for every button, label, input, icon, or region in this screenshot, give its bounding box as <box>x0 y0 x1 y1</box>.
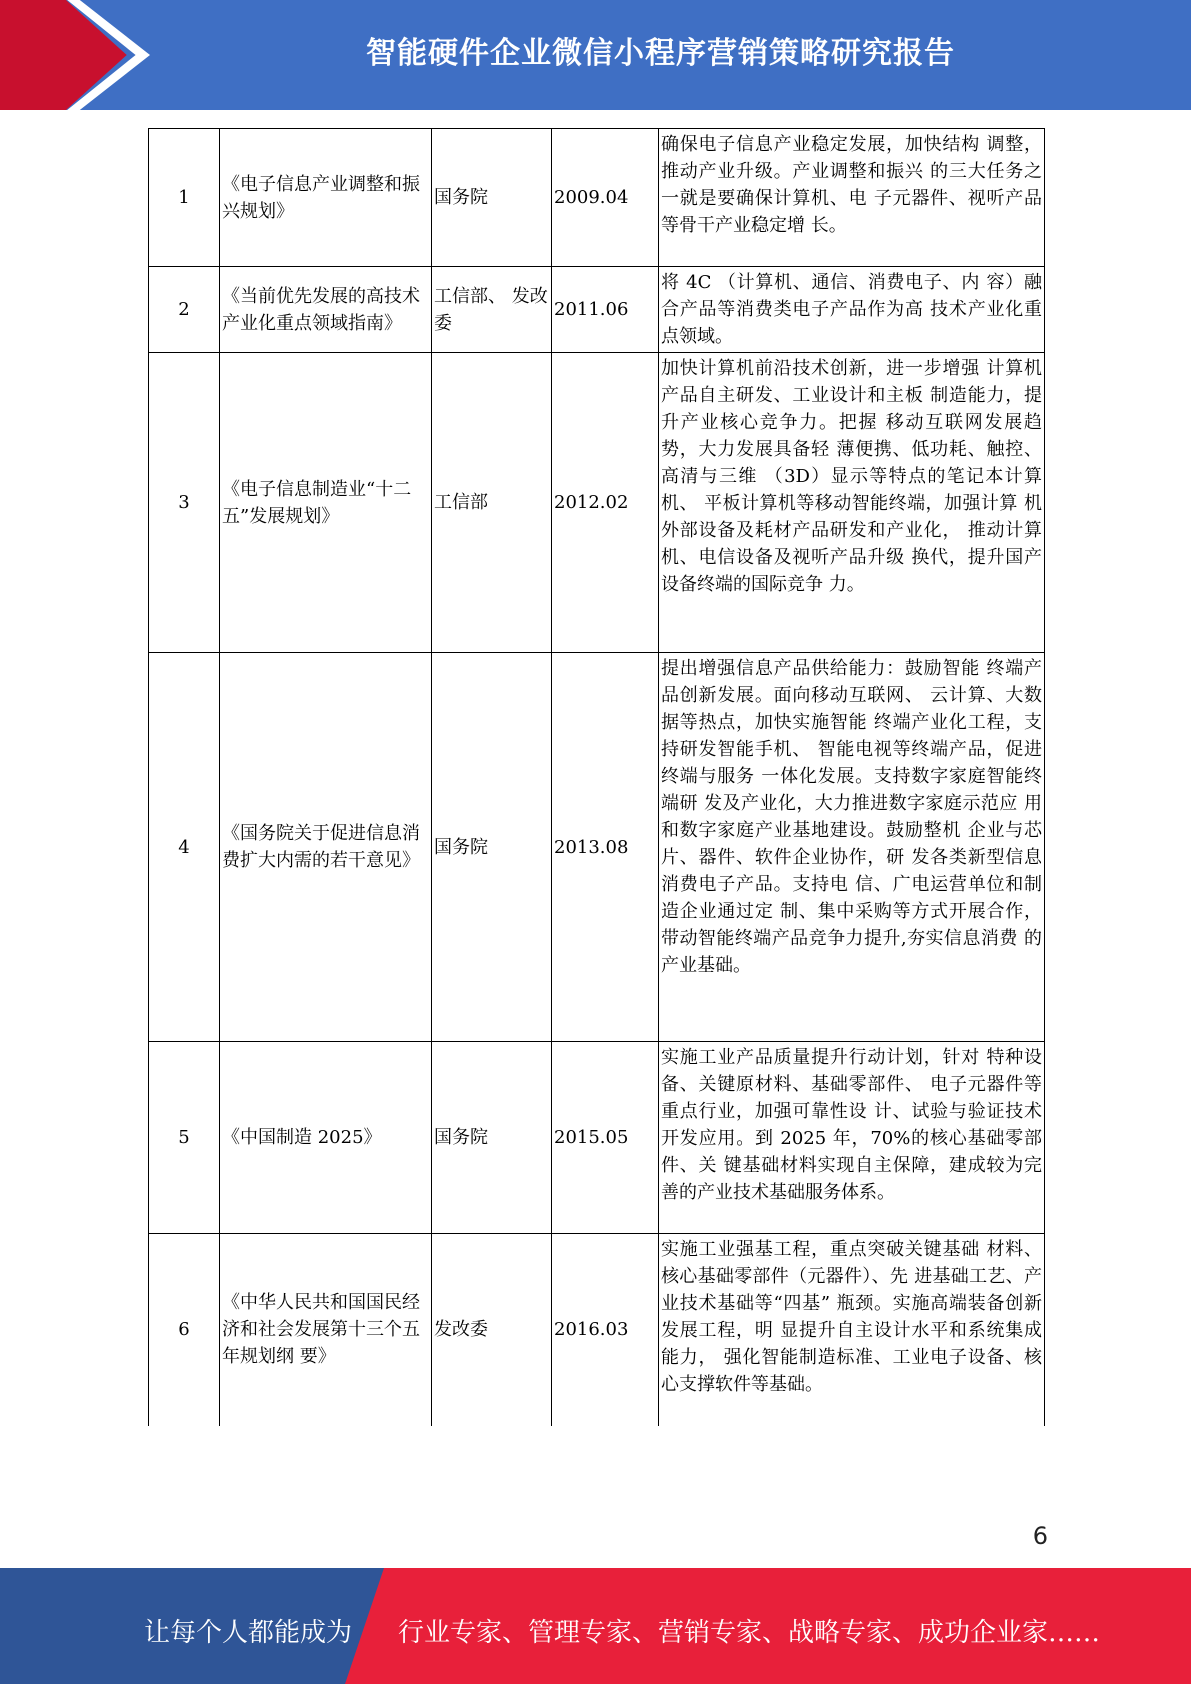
policy-description: 将 4C （计算机、通信、消费电子、内 容）融合产品等消费类电子产品作为高 技术产业化重点领域。 <box>659 267 1045 353</box>
table-row <box>149 353 1045 653</box>
table-row <box>149 653 1045 1042</box>
policy-description: 实施工业产品质量提升行动计划，针对 特种设备、关键原材料、基础零部件、 电子元器件等重点行业，加强可靠性设 计、试验与验证技术开发应用。到 2025 年，70%的核心基础零部件、关 键基础材料实现自主保障，建成较为完 善的产业技术基础服务体系。 <box>659 1042 1045 1234</box>
issue-date: 2016.03 <box>552 1234 659 1426</box>
policy-name: 《电子信息产业调整和振兴规划》 <box>220 129 432 267</box>
issue-date: 2015.05 <box>552 1042 659 1234</box>
row-number: 3 <box>149 353 220 653</box>
policy-name: 《中华人民共和国国民经济和社会发展第十三个五年规划纲 要》 <box>220 1234 432 1426</box>
row-number: 6 <box>149 1234 220 1426</box>
issue-date: 2009.04 <box>552 129 659 267</box>
table-row <box>149 129 1045 267</box>
policy-description: 加快计算机前沿技术创新，进一步增强 计算机产品自主研发、工业设计和主板 制造能力，提升产业核心竞争力。把握 移动互联网发展趋势，大力发展具备轻 薄便携、低功耗、触控、高清与三维 （3D）显示等特点的笔记本计算机、 平板计算机等移动智能终端，加强计算 机外部设备及耗材产品研发和产业化， 推动计算机、电信设备及视听产品升级 换代，提升国产设备终端的国际竞争 力。 <box>659 353 1045 653</box>
issuing-body: 工信部 <box>432 353 552 653</box>
policy-name: 《电子信息制造业“十二五”发展规划》 <box>220 353 432 653</box>
policy-table <box>148 128 1045 1426</box>
page-number: 6 <box>1032 1522 1048 1550</box>
issuing-body: 发改委 <box>432 1234 552 1426</box>
footer-slogan-left: 让每个人都能成为 <box>144 1618 353 1648</box>
policy-description: 实施工业强基工程，重点突破关键基础 材料、核心基础零部件（元器件）、先 进基础工艺、产业技术基础等“四基” 瓶颈。实施高端装备创新发展工程，明 显提升自主设计水平和系统集成能力， 强化智能制造标准、工业电子设备、核 心支撑软件等基础。 <box>659 1234 1045 1426</box>
row-number: 1 <box>149 129 220 267</box>
footer-slogan-right: 行业专家、管理专家、营销专家、战略专家、成功企业家…… <box>398 1618 1101 1648</box>
issue-date: 2011.06 <box>552 267 659 353</box>
policy-description: 确保电子信息产业稳定发展，加快结构 调整，推动产业升级。产业调整和振兴 的三大任务之一就是要确保计算机、电 子元器件、视听产品等骨干产业稳定增 长。 <box>659 129 1045 267</box>
table-row <box>149 267 1045 353</box>
policy-name: 《当前优先发展的高技术产业化重点领域指南》 <box>220 267 432 353</box>
row-number: 2 <box>149 267 220 353</box>
issuing-body: 工信部、 发改委 <box>432 267 552 353</box>
report-title: 智能硬件企业微信小程序营销策略研究报告 <box>366 36 955 71</box>
issuing-body: 国务院 <box>432 1042 552 1234</box>
table-row <box>149 1042 1045 1234</box>
header-red-arrow <box>0 0 132 110</box>
page-header <box>0 0 1191 110</box>
issue-date: 2012.02 <box>552 353 659 653</box>
issuing-body: 国务院 <box>432 653 552 1042</box>
issuing-body: 国务院 <box>432 129 552 267</box>
table-row <box>149 1234 1045 1426</box>
issue-date: 2013.08 <box>552 653 659 1042</box>
policy-description: 提出增强信息产品供给能力：鼓励智能 终端产品创新发展。面向移动互联网、 云计算、大数据等热点，加快实施智能 终端产业化工程，支持研发智能手机、 智能电视等终端产品，促进终端与服务 一体化发展。支持数字家庭智能终端研 发及产业化，大力推进数字家庭示范应 用和数字家庭产业基地建设。鼓励整机 企业与芯片、器件、软件企业协作，研 发各类新型信息消费电子产品。支持电 信、广电运营单位和制造企业通过定 制、集中采购等方式开展合作，带动智能终端产品竞争力提升,夯实信息消费 的产业基础。 <box>659 653 1045 1042</box>
policy-name: 《中国制造 2025》 <box>220 1042 432 1234</box>
policy-name: 《国务院关于促进信息消费扩大内需的若干意见》 <box>220 653 432 1042</box>
row-number: 4 <box>149 653 220 1042</box>
row-number: 5 <box>149 1042 220 1234</box>
